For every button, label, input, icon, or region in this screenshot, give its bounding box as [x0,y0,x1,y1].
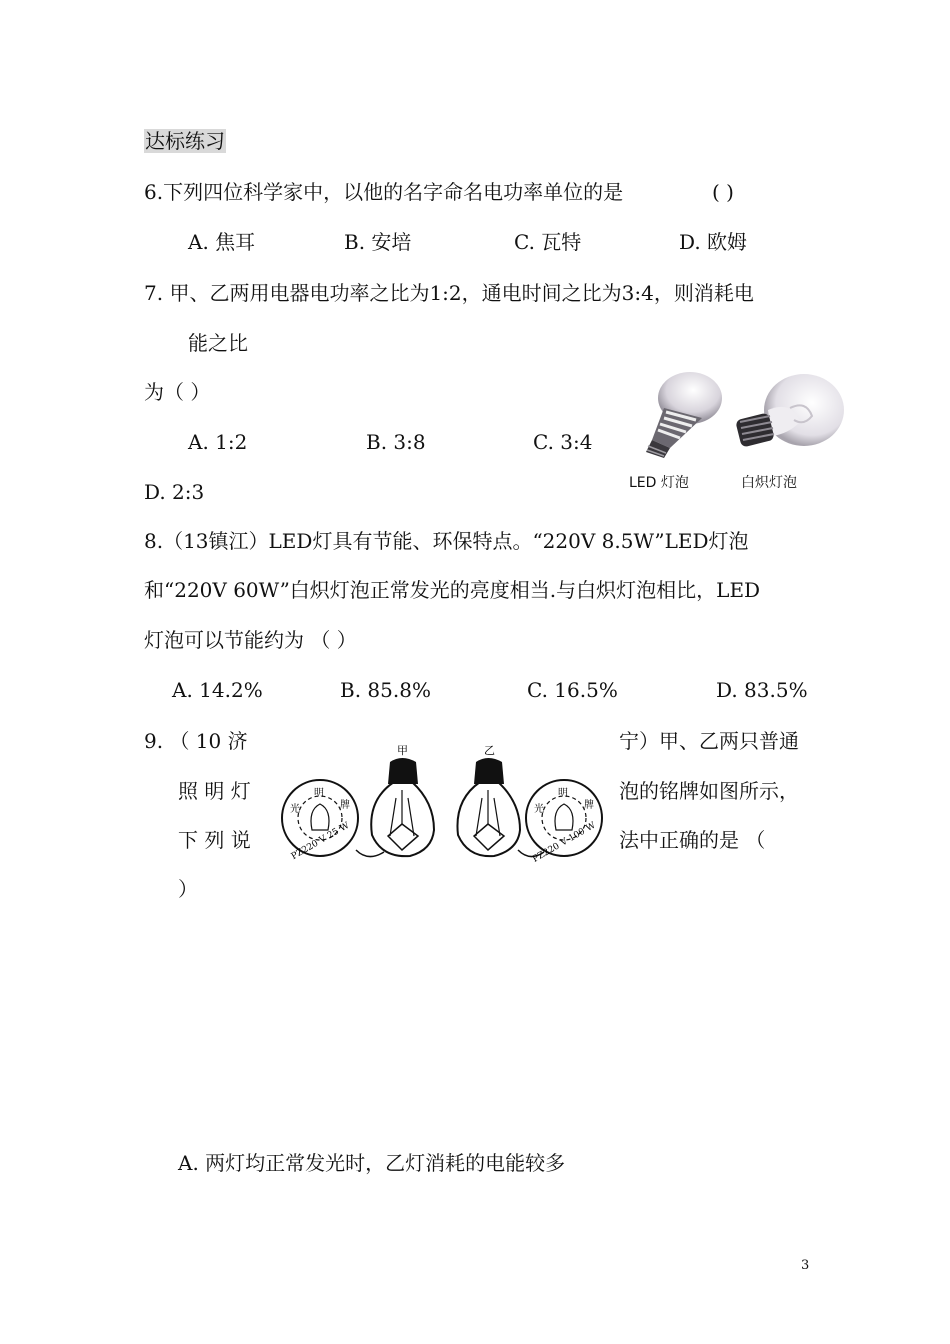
q8-stem-line1: 8.（13镇江）LED灯具有节能、环保特点。“220V 8.5W”LED灯泡 [144,529,749,553]
q9-right-line1: 宁）甲、乙两只普通 [619,729,799,753]
svg-text:牌: 牌 [340,800,350,811]
svg-text:明: 明 [314,788,324,799]
svg-text:牌: 牌 [584,800,594,811]
q9-right-line2: 泡的铭牌如图所示， [619,779,799,803]
svg-text:光: 光 [534,804,544,815]
q7-option-c: C. 3:4 [533,430,593,454]
q7-stem-line1: 7. 甲、乙两用电器电功率之比为1:2，通电时间之比为3:4，则消耗电 [144,281,754,305]
q9-left-line3: 下 列 说 [178,828,251,852]
q8-stem-line2: 和“220V 60W”白炽灯泡正常发光的亮度相当.与白炽灯泡相比，LED [144,578,761,602]
q9-left-line4: ） [178,877,198,901]
section-heading: 达标练习 [145,129,225,153]
q8-option-d: D. 83.5% [716,678,808,702]
q6-option-b: B. 安培 [344,230,412,254]
nameplate-left-rating: PZ220 V 25 W [289,820,352,863]
q7-option-a: A. 1:2 [188,430,248,454]
q7-stem-line3: 为（ ） [144,380,211,404]
q6-option-c: C. 瓦特 [514,230,582,254]
q6-option-d: D. 欧姆 [679,230,748,254]
incandescent-bulb-caption: 白炽灯泡 [741,475,797,491]
nameplate-right-rating: PZ220 V 100 W [530,820,598,865]
q7-stem-line2: 能之比 [188,331,248,355]
q6-stem: 6.下列四位科学家中，以他的名字命名电功率单位的是 [144,180,624,204]
q9-left-line1: 9. （ 10 济 [144,729,248,753]
bulb-label-yi: 乙 [484,744,495,757]
q9-right-line3: 法中正确的是 （ [619,828,766,852]
q9-left-line2: 照 明 灯 [178,779,251,803]
q6-option-a: A. 焦耳 [188,230,256,254]
q7-option-b: B. 3:8 [366,430,426,454]
svg-text:明: 明 [558,788,568,799]
page-number: 3 [801,1258,810,1273]
q8-option-c: C. 16.5% [527,678,618,702]
q7-option-d: D. 2:3 [144,480,205,504]
q8-option-b: B. 85.8% [340,678,431,702]
led-bulb-caption: LED 灯泡 [629,475,689,491]
bulb-label-jia: 甲 [397,744,408,757]
q8-option-a: A. 14.2% [172,678,263,702]
incandescent-bulb-figure [732,370,847,460]
q6-answer-blank: ( ) [712,180,734,204]
q8-stem-line3: 灯泡可以节能约为 （ ） [144,628,357,652]
q9-option-a: A. 两灯均正常发光时，乙灯消耗的电能较多 [178,1151,566,1175]
svg-text:光: 光 [290,804,300,815]
led-bulb-figure [630,368,730,463]
nameplate-bulbs-figure [272,740,612,870]
